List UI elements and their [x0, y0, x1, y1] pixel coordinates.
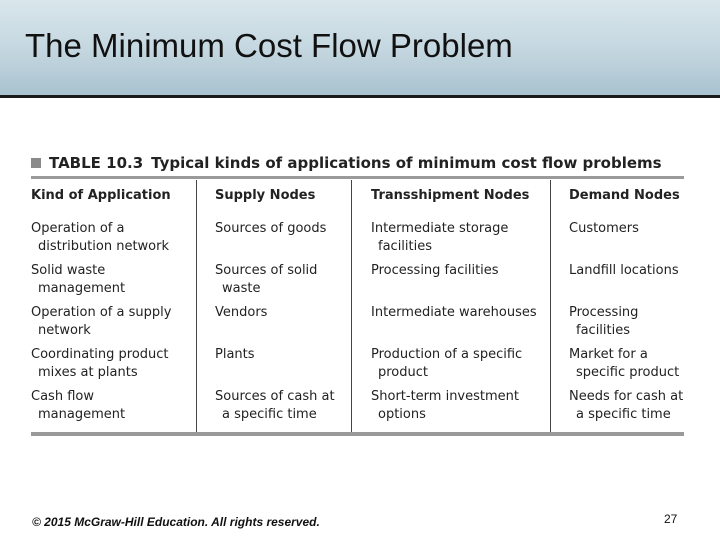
column-header-application: Kind of Application — [31, 188, 171, 203]
table-cell-demand: Needs for cash at a specific time — [569, 389, 684, 422]
title-divider — [0, 95, 720, 98]
table-number: TABLE 10.3 — [49, 154, 144, 172]
table-caption-text: Typical kinds of applications of minimum cost flow problems — [151, 154, 662, 172]
table-cell-application: Coordinating product mixes at plants — [31, 347, 169, 380]
column-header-demand: Demand Nodes — [569, 188, 680, 203]
table-caption — [31, 152, 662, 174]
column-divider — [550, 180, 551, 432]
table-cell-supply: Plants — [215, 347, 255, 362]
table-cell-transshipment: Processing facilities — [371, 263, 499, 278]
table-cell-application: Operation of a distribution network — [31, 221, 170, 254]
table-cell-supply: Vendors — [215, 305, 268, 320]
table-cell-application: Solid waste management — [31, 263, 126, 296]
caption-marker-icon — [31, 158, 41, 168]
table-cell-demand: Landfill locations — [569, 263, 679, 278]
slide-title: The Minimum Cost Flow Problem — [25, 27, 513, 64]
copyright-notice: © 2015 McGraw-Hill Education. All rights reserved. — [32, 515, 320, 529]
table-cell-transshipment: Intermediate warehouses — [371, 305, 537, 320]
column-header-transshipment: Transshipment Nodes — [371, 188, 530, 203]
table-bottom-rule — [31, 432, 684, 436]
table-cell-transshipment: Intermediate storage facilities — [371, 221, 509, 254]
table-cell-application: Operation of a supply network — [31, 305, 172, 338]
table-cell-demand: Market for a specific product — [569, 347, 680, 380]
table-cell-supply: Sources of solid waste — [215, 263, 318, 296]
page-number: 27 — [664, 512, 678, 526]
table-cell-demand: Processing facilities — [569, 305, 639, 338]
table-cell-application: Cash flow management — [31, 389, 126, 422]
table-top-rule — [31, 176, 684, 179]
table-cell-demand: Customers — [569, 221, 639, 236]
table-cell-supply: Sources of cash at a specific time — [215, 389, 335, 422]
column-divider — [351, 180, 352, 432]
column-header-supply: Supply Nodes — [215, 188, 316, 203]
table-cell-transshipment: Production of a specific product — [371, 347, 523, 380]
table-cell-supply: Sources of goods — [215, 221, 327, 236]
column-divider — [196, 180, 197, 432]
table-cell-transshipment: Short-term investment options — [371, 389, 519, 422]
